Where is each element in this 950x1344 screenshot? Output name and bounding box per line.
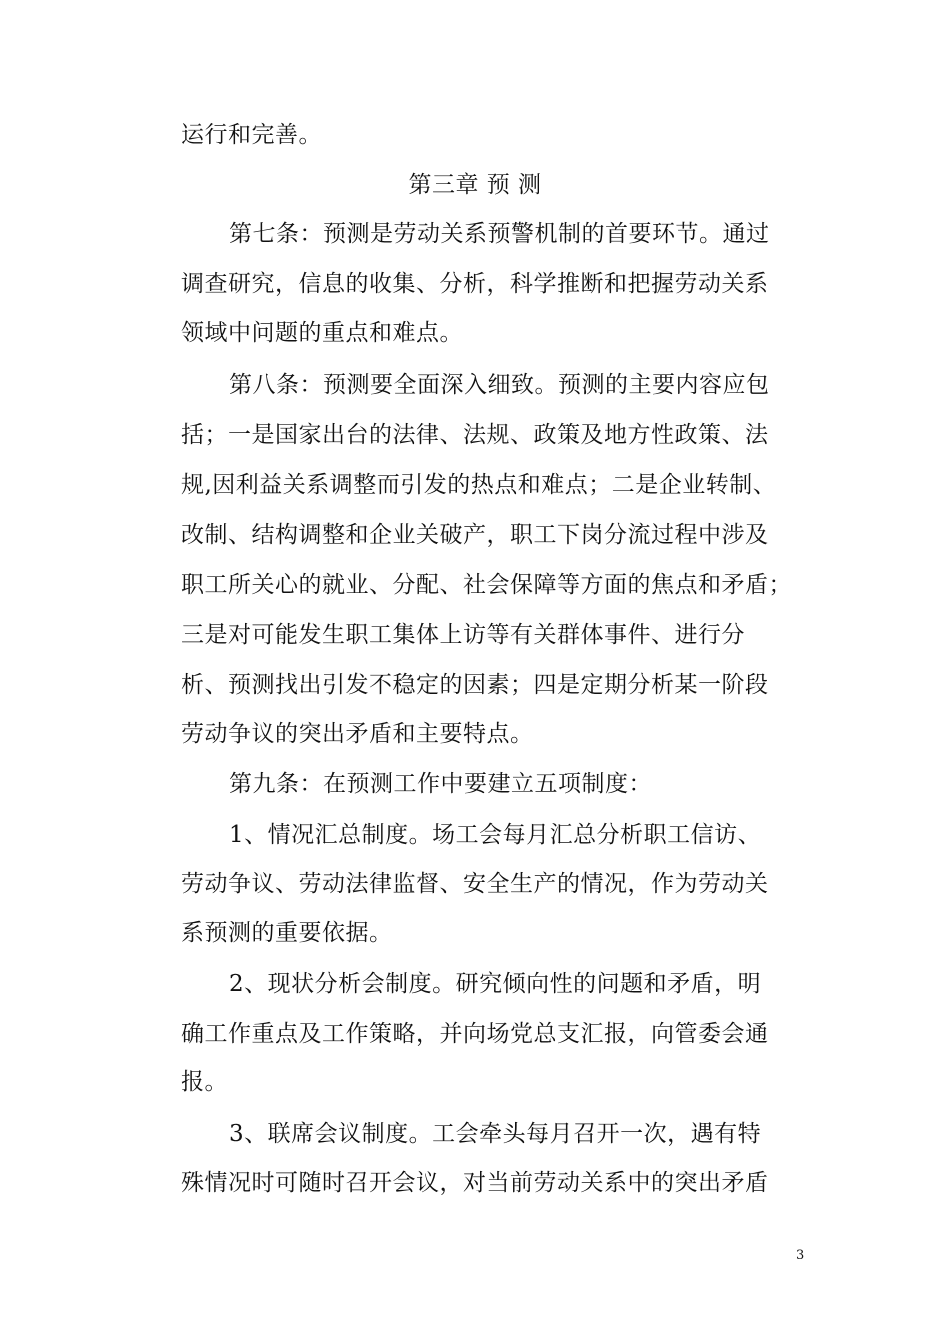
text-line: 规,因利益关系调整而引发的热点和难点；二是企业转制、 [181,472,777,498]
text-line: 系预测的重要依据。 [181,920,393,946]
text-line: 1、情况汇总制度。场工会每月汇总分析职工信访、 [229,822,762,848]
text-line: 劳动争议的突出矛盾和主要特点。 [181,721,534,747]
text-line: 调查研究，信息的收集、分析，科学推断和把握劳动关系 [181,271,769,297]
page-number: 3 [796,1248,805,1263]
text-line: 第八条：预测要全面深入细致。预测的主要内容应包 [229,372,770,398]
chapter-heading: 第三章 预 测 [408,172,542,198]
text-line: 2、现状分析会制度。研究倾向性的问题和矛盾，明 [229,971,762,997]
text-line: 运行和完善。 [181,122,322,148]
text-line: 领域中问题的重点和难点。 [181,320,463,346]
text-line: 殊情况时可随时召开会议，对当前劳动关系中的突出矛盾 [181,1170,769,1196]
text-line: 析、预测找出引发不稳定的因素；四是定期分析某一阶段 [181,672,769,698]
text-line: 3、联席会议制度。工会牵头每月召开一次，遇有特 [229,1121,762,1147]
text-line: 确工作重点及工作策略，并向场党总支汇报，向管委会通 [181,1021,769,1047]
text-line: 括；一是国家出台的法律、法规、政策及地方性政策、法 [181,422,769,448]
text-line: 第九条：在预测工作中要建立五项制度： [229,771,652,797]
text-line: 改制、结构调整和企业关破产，职工下岗分流过程中涉及 [181,522,769,548]
text-line: 三是对可能发生职工集体上访等有关群体事件、进行分 [181,622,745,648]
text-line: 第七条：预测是劳动关系预警机制的首要环节。通过 [229,221,770,247]
text-line: 报。 [181,1069,228,1095]
text-line: 劳动争议、劳动法律监督、安全生产的情况，作为劳动关 [181,871,769,897]
text-line: 职工所关心的就业、分配、社会保障等方面的焦点和矛盾； [181,572,792,598]
